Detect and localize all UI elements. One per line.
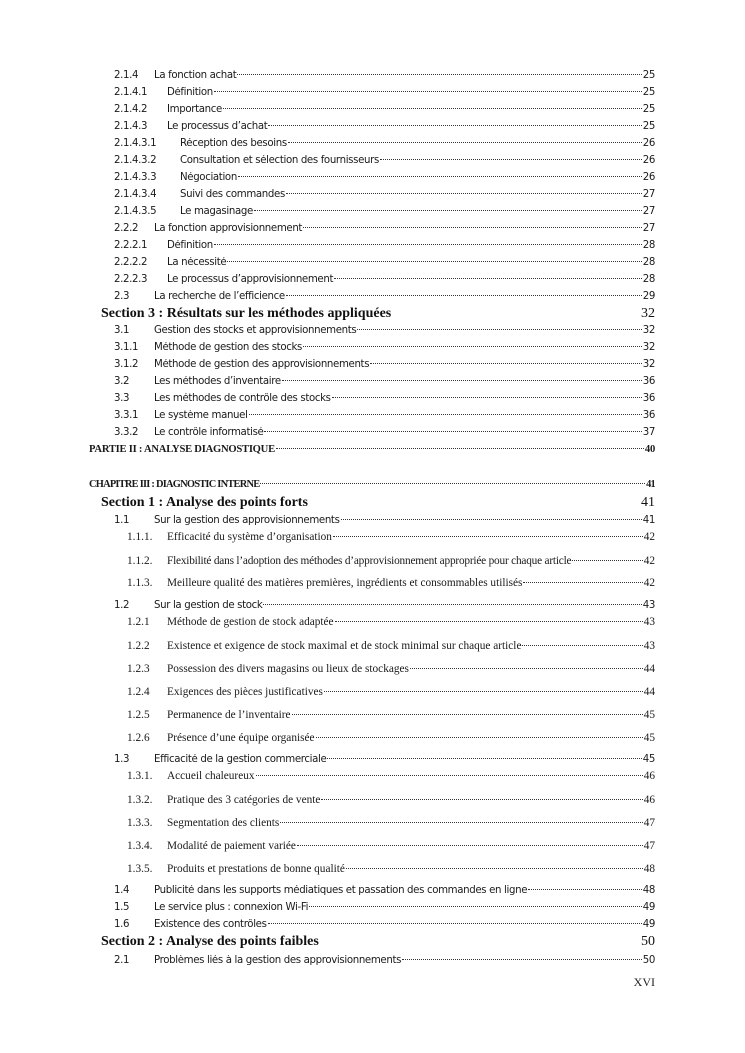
toc-entry-1-2-2[interactable] <box>127 640 655 652</box>
toc-title: La recherche de l’efficience <box>154 291 285 302</box>
toc-page: 27 <box>642 189 655 200</box>
toc-page: 32 <box>642 325 655 336</box>
toc-title: Section 2 : Analyse des points faibles <box>101 934 319 949</box>
toc-number: 3.2 <box>114 376 130 387</box>
toc-title: Définition <box>167 87 213 98</box>
toc-page: 46 <box>643 770 655 782</box>
dot-leader <box>335 621 643 622</box>
dot-leader <box>286 193 642 194</box>
toc-entry-2-2-2-2[interactable] <box>114 257 655 268</box>
toc-number: 1.3.5. <box>127 863 153 875</box>
toc-title: Méthode de gestion des stocks <box>154 342 302 353</box>
toc-number: 2.1.4.3.5 <box>114 206 157 217</box>
toc-entry-3-3[interactable] <box>114 393 655 404</box>
toc-page: 32 <box>642 342 655 353</box>
toc-page: 36 <box>642 410 655 421</box>
toc-entry-1-6[interactable] <box>114 919 655 930</box>
page-number: XVI <box>633 975 655 989</box>
toc-page: 49 <box>642 919 655 930</box>
dot-leader <box>223 108 642 109</box>
toc-entry-1-3-5[interactable] <box>127 863 655 875</box>
toc-number: 2.1.4.3 <box>114 121 148 132</box>
toc-title: Définition <box>167 240 213 251</box>
toc-title: Pratique des 3 catégories de vente <box>167 794 321 806</box>
toc-entry-3-1[interactable] <box>114 325 655 336</box>
toc-page: 41 <box>646 479 655 490</box>
toc-title: Meilleure qualité des matières premières, ingrédients et consommables utilisés <box>167 577 523 589</box>
toc-page: 26 <box>642 155 655 166</box>
toc-title: Segmentation des clients <box>167 817 280 829</box>
toc-title: Efficacité de la gestion commerciale <box>154 754 327 765</box>
toc-entry-1-2-4[interactable] <box>127 686 655 698</box>
dot-leader <box>341 519 642 520</box>
dot-leader <box>316 737 643 738</box>
toc-entry-1-2-1[interactable] <box>127 616 655 628</box>
toc-number: 3.1.1 <box>114 342 139 353</box>
toc-title: Les méthodes d’inventaire <box>154 376 281 387</box>
toc-entry-3-1-2[interactable] <box>114 359 655 370</box>
toc-number: 2.2.2.3 <box>114 274 148 285</box>
toc-title: Consultation et sélection des fournisseurs <box>180 155 379 166</box>
toc-number: 1.2.1 <box>127 616 150 628</box>
toc-entry-1-2-3[interactable] <box>127 663 655 675</box>
toc-section-2-heading[interactable] <box>101 934 655 950</box>
dot-leader <box>263 604 641 605</box>
toc-title: La fonction achat <box>154 70 237 81</box>
toc-number: 1.2.6 <box>127 732 150 744</box>
toc-number: 1.3 <box>114 754 130 765</box>
toc-page: 27 <box>642 206 655 217</box>
toc-number: 3.3 <box>114 393 130 404</box>
dot-leader <box>268 923 642 924</box>
toc-title: Existence des contrôles <box>154 919 267 930</box>
toc-title: Suivi des commandes <box>180 189 285 200</box>
toc-title: Importance <box>167 104 222 115</box>
toc-number: 1.2.4 <box>127 686 150 698</box>
toc-entry-2-1-4-3-1[interactable] <box>114 138 655 149</box>
dot-leader <box>260 483 645 484</box>
toc-page: 28 <box>642 274 655 285</box>
toc-title: Publicité dans les supports médiatiques et passation des commandes en ligne <box>154 885 528 896</box>
dot-leader <box>238 176 642 177</box>
toc-page: 42 <box>643 531 655 543</box>
toc-number: 1.2.5 <box>127 709 150 721</box>
toc-page: 48 <box>643 863 655 875</box>
dot-leader <box>572 560 642 561</box>
toc-title: Efficacité du système d’organisation <box>167 531 332 543</box>
toc-entry-1-2-5[interactable] <box>127 709 655 721</box>
toc-entry-2-3[interactable] <box>114 291 655 302</box>
dot-leader <box>303 227 642 228</box>
toc-page: 42 <box>643 555 655 567</box>
toc-number: 3.1 <box>114 325 130 336</box>
dot-leader <box>256 775 643 776</box>
toc-entry-3-1-1[interactable] <box>114 342 655 353</box>
toc-page: 36 <box>642 393 655 404</box>
toc-entry-1-4[interactable] <box>114 885 655 896</box>
toc-entry-2-1-4-3-2[interactable] <box>114 155 655 166</box>
toc-entry-2-2-2-1[interactable] <box>114 240 655 251</box>
dot-leader <box>286 295 642 296</box>
toc-title: PARTIE II : ANALYSE DIAGNOSTIQUE <box>89 444 275 455</box>
toc-page: 28 <box>642 240 655 251</box>
dot-leader <box>410 668 643 669</box>
toc-entry-2-1-4-3-4[interactable] <box>114 189 655 200</box>
toc-number: 3.3.1 <box>114 410 139 421</box>
dot-leader <box>321 799 642 800</box>
toc-number: 1.2.3 <box>127 663 150 675</box>
toc-entry-2-2-2[interactable] <box>114 223 655 234</box>
toc-number: 2.3 <box>114 291 130 302</box>
toc-entry-1-3-3[interactable] <box>127 817 655 829</box>
toc-title: Présence d’une équipe organisée <box>167 732 315 744</box>
toc-number: 1.5 <box>114 902 130 913</box>
dot-leader <box>380 159 642 160</box>
toc-title: Gestion des stocks et approvisionnements <box>154 325 357 336</box>
toc-title: Section 1 : Analyse des points forts <box>101 495 308 510</box>
dot-leader <box>227 261 641 262</box>
toc-title: La fonction approvisionnement <box>154 223 303 234</box>
dot-leader <box>357 329 641 330</box>
toc-entry-2-1-4-3-5[interactable] <box>114 206 655 217</box>
toc-entry-2-1-4-1[interactable] <box>114 87 655 98</box>
dot-leader <box>332 397 642 398</box>
toc-page: 25 <box>642 121 655 132</box>
toc-title: Négociation <box>180 172 237 183</box>
toc-entry-3-2[interactable] <box>114 376 655 387</box>
dot-leader <box>268 125 641 126</box>
toc-number: 1.6 <box>114 919 130 930</box>
dot-leader <box>280 822 642 823</box>
toc-number: 1.3.1. <box>127 770 153 782</box>
toc-title: Réception des besoins <box>180 138 287 149</box>
toc-page: 26 <box>642 138 655 149</box>
toc-page: 26 <box>642 172 655 183</box>
toc-number: 2.1.4.1 <box>114 87 148 98</box>
toc-number: 1.1.1. <box>127 531 153 543</box>
toc-section-1-heading[interactable] <box>101 495 655 511</box>
toc-number: 2.1.4.3.3 <box>114 172 157 183</box>
toc-number: 2.2.2 <box>114 223 139 234</box>
toc-page: 37 <box>642 427 655 438</box>
toc-number: 1.1.3. <box>127 577 153 589</box>
toc-title: Le processus d’achat <box>167 121 268 132</box>
toc-entry-1-3-2[interactable] <box>127 794 655 806</box>
toc-number: 2.1.4.3.4 <box>114 189 157 200</box>
toc-page: 47 <box>643 817 655 829</box>
toc-page: 41 <box>641 495 655 510</box>
toc-page: 44 <box>643 663 655 675</box>
toc-page: 27 <box>642 223 655 234</box>
toc-title: Le magasinage <box>180 206 253 217</box>
toc-entry-1-5[interactable] <box>114 902 655 913</box>
toc-title: Produits et prestations de bonne qualité <box>167 863 345 875</box>
toc-page: 43 <box>642 600 655 611</box>
dot-leader <box>214 244 642 245</box>
toc-partie-2[interactable] <box>89 444 655 455</box>
toc-title: Permanence de l’inventaire <box>167 709 291 721</box>
toc-title: Le contrôle informatisé <box>154 427 264 438</box>
dot-leader <box>276 448 644 449</box>
dot-leader <box>297 845 643 846</box>
toc-page: 25 <box>642 70 655 81</box>
toc-page: 50 <box>642 955 655 966</box>
dot-leader <box>214 91 642 92</box>
dot-leader <box>264 431 641 432</box>
toc-page: 43 <box>643 616 655 628</box>
toc-title: Existence et exigence de stock maximal et de stock minimal sur chaque article <box>167 640 522 652</box>
toc-chapitre-3[interactable] <box>89 479 655 490</box>
dot-leader <box>303 346 642 347</box>
toc-entry-1-1[interactable] <box>114 515 655 526</box>
toc-page: 45 <box>643 709 655 721</box>
toc-number: 2.1.4 <box>114 70 139 81</box>
toc-entry-1-3-4[interactable] <box>127 840 655 852</box>
toc-number: 1.3.4. <box>127 840 153 852</box>
toc-entry-2-1-4-3[interactable] <box>114 121 655 132</box>
toc-entry-2-1-4[interactable] <box>114 70 655 81</box>
toc-entry-2-1-4-3-3[interactable] <box>114 172 655 183</box>
toc-page: 48 <box>642 885 655 896</box>
toc-page: 40 <box>644 444 655 455</box>
toc-number: 1.1.2. <box>127 555 153 567</box>
toc-number: 2.2.2.2 <box>114 257 148 268</box>
dot-leader <box>528 889 642 890</box>
toc-title: Exigences des pièces justificatives <box>167 686 323 698</box>
toc-number: 1.3.2. <box>127 794 153 806</box>
toc-title: Modalité de paiement variée <box>167 840 296 852</box>
dot-leader <box>522 645 642 646</box>
toc-page: 50 <box>641 934 655 949</box>
toc-page: 45 <box>642 754 655 765</box>
toc-number: 3.1.2 <box>114 359 139 370</box>
dot-leader <box>254 210 642 211</box>
toc-title: Section 3 : Résultats sur les méthodes appliquées <box>101 306 392 321</box>
toc-number: 1.1 <box>114 515 130 526</box>
dot-leader <box>402 959 642 960</box>
toc-title: Accueil chaleureux <box>167 770 255 782</box>
dot-leader <box>237 74 641 75</box>
toc-page: 44 <box>643 686 655 698</box>
toc-number: 1.3.3. <box>127 817 153 829</box>
toc-page: 43 <box>643 640 655 652</box>
toc-title: Méthode de gestion de stock adaptée <box>167 616 334 628</box>
toc-title: Flexibilité dans l’adoption des méthodes d’approvisionnement appropriée pour chaque article <box>167 555 572 567</box>
toc-title: Possession des divers magasins ou lieux de stockages <box>167 663 409 675</box>
dot-leader <box>523 582 642 583</box>
toc-entry-1-1-3[interactable] <box>127 577 655 589</box>
toc-number: 2.1 <box>114 955 130 966</box>
toc-number: 2.1.4.2 <box>114 104 148 115</box>
toc-entry-1-1-2[interactable] <box>127 555 655 567</box>
toc-entry-3-3-1[interactable] <box>114 410 655 421</box>
toc-entry-2-2-2-3[interactable] <box>114 274 655 285</box>
dot-leader <box>327 758 641 759</box>
toc-title: Méthode de gestion des approvisionnements <box>154 359 370 370</box>
toc-section-3-heading[interactable] <box>101 306 655 322</box>
toc-number: 1.4 <box>114 885 130 896</box>
toc-entry-3-3-2[interactable] <box>114 427 655 438</box>
toc-title: Problèmes liés à la gestion des approvisionnements <box>154 955 402 966</box>
toc-page: 29 <box>642 291 655 302</box>
toc-page: 25 <box>642 104 655 115</box>
toc-title: Les méthodes de contrôle des stocks <box>154 393 331 404</box>
toc-entry-2-1[interactable] <box>114 955 655 966</box>
toc-page: 46 <box>643 794 655 806</box>
dot-leader <box>309 906 642 907</box>
toc-page: 47 <box>643 840 655 852</box>
toc-title: Le processus d’approvisionnement <box>167 274 334 285</box>
toc-number: 1.2.2 <box>127 640 150 652</box>
toc-title: La nécessité <box>167 257 227 268</box>
toc-entry-1-2[interactable] <box>114 600 655 611</box>
toc-title: Sur la gestion des approvisionnements <box>154 515 340 526</box>
toc-title: CHAPITRE III : DIAGNOSTIC INTERNE <box>89 479 260 490</box>
dot-leader <box>370 363 642 364</box>
dot-leader <box>334 278 642 279</box>
toc-page: 45 <box>643 732 655 744</box>
toc-page: 25 <box>642 87 655 98</box>
toc-page: 49 <box>642 902 655 913</box>
toc-page: 36 <box>642 376 655 387</box>
toc-number: 1.2 <box>114 600 130 611</box>
dot-leader <box>249 414 642 415</box>
toc-page: 28 <box>642 257 655 268</box>
toc-page: 32 <box>641 306 655 321</box>
dot-leader <box>324 691 643 692</box>
toc-number: 2.2.2.1 <box>114 240 148 251</box>
toc-page: 41 <box>642 515 655 526</box>
toc-number: 3.3.2 <box>114 427 139 438</box>
dot-leader <box>292 714 643 715</box>
toc-number: 2.1.4.3.2 <box>114 155 157 166</box>
toc-page: 32 <box>642 359 655 370</box>
toc-entry-1-2-6[interactable] <box>127 732 655 744</box>
dot-leader <box>288 142 642 143</box>
toc-entry-1-3[interactable] <box>114 754 655 765</box>
dot-leader <box>282 380 642 381</box>
dot-leader <box>346 868 643 869</box>
toc-entry-1-3-1[interactable] <box>127 770 655 782</box>
toc-entry-2-1-4-2[interactable] <box>114 104 655 115</box>
toc-title: Sur la gestion de stock <box>154 600 263 611</box>
dot-leader <box>333 536 643 537</box>
toc-page: 42 <box>643 577 655 589</box>
toc-title: Le système manuel <box>154 410 248 421</box>
toc-entry-1-1-1[interactable] <box>127 531 655 543</box>
toc-title: Le service plus : connexion Wi-Fi <box>154 902 309 913</box>
toc-number: 2.1.4.3.1 <box>114 138 157 149</box>
